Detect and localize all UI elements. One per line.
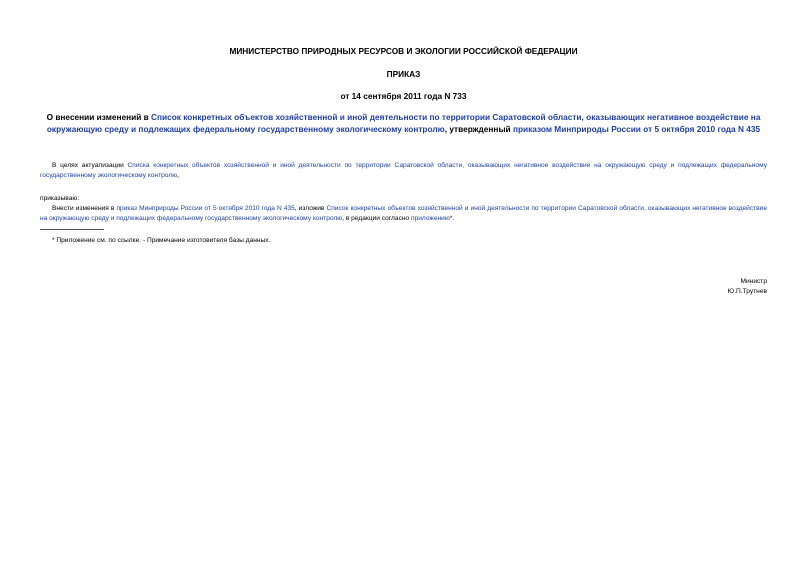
ministry-title: МИНИСТЕРСТВО ПРИРОДНЫХ РЕСУРСОВ И ЭКОЛОГИИ РОССИЙСКОЙ ФЕДЕРАЦИИ [229,46,578,56]
p1-prefix: В целях актуализации [52,162,128,169]
document-subject [40,112,767,135]
p3-appendix-link[interactable]: приложению [411,214,450,222]
subject-prefix: О внесении изменений в [46,112,152,122]
paragraph-order-word: приказываю: [40,195,80,202]
p3-suffix: *. [449,214,455,222]
p3-prefix: Внести изменения в [52,205,117,212]
p3-list-link[interactable]: Список конкретных объектов хозяйственной и иной деятельности по территории Саратовской области, оказывающих негативное воздействие на окружающую среду и подлежащих федеральному государственному экологическому контролю [40,205,767,222]
p1-suffix: , [177,171,179,179]
p3-order-link[interactable]: приказ Минприроды России от 5 октября 2010 года N 435 [116,205,295,212]
footnote-divider [40,229,104,230]
p1-list-link[interactable]: Списка конкретных объектов хозяйственной и иной деятельности по территории Саратовской области, оказывающих негативное воздействие на окружающую среду и подлежащих федеральному государственному экологическому контролю [40,162,767,179]
p3-mid2: , в редакции согласно [342,214,411,222]
signature-block [728,277,767,297]
subject-list-link[interactable]: Список конкретных объектов хозяйственной и иной деятельности по территории Саратовской области, оказывающих негативное воздействие на окружающую среду и подлежащих федеральному государственному экологическому контролю [46,112,761,134]
document-type: ПРИКАЗ [386,69,421,79]
paragraph-purpose [40,161,767,180]
paragraph-changes [40,204,767,223]
document-date-number: от 14 сентября 2011 года N 733 [340,91,467,101]
signature-position: Министр [740,278,767,285]
p3-mid: , изложив [294,205,327,212]
signature-name: Ю.П.Трутнев [727,288,767,295]
subject-order-link[interactable]: приказом Минприроды России от 5 октября 2010 года N 435 [512,123,761,134]
footnote: * Приложение см. по ссылке. - Примечание изготовителя базы данных. [52,237,271,244]
subject-middle: , утвержденный [444,123,513,134]
